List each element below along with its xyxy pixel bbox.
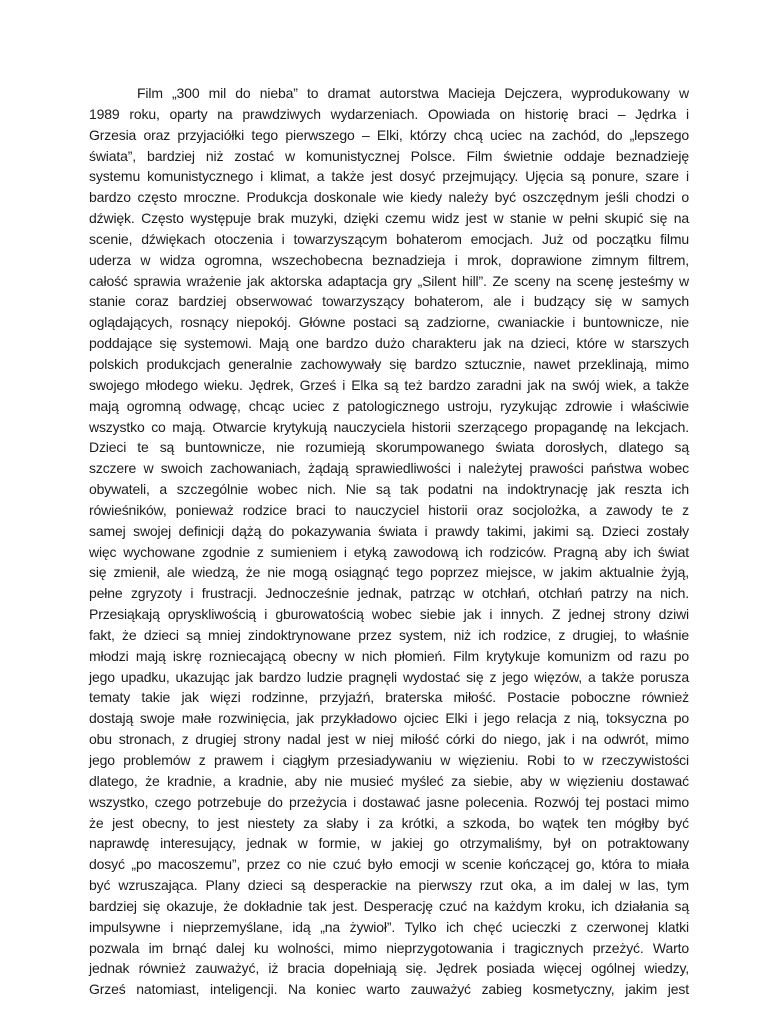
text-line: jego upadku, ukazując jak bardzo ludzie pragnęli wydostać się z jego więzów, a także porusza bbox=[89, 668, 689, 685]
text-line: Dzieci te są buntownicze, nie rozumieją skorumpowanego świata dorosłych, dlatego są bbox=[89, 439, 689, 456]
text-line: rówieśników, ponieważ rodzice braci to nauczyciel historii oraz socjolożka, a zawody te z bbox=[89, 501, 689, 518]
text-line: 1989 roku, oparty na prawdziwych wydarzeniach. Opowiada on historię braci – Jędrka i bbox=[89, 105, 689, 122]
text-line: samej swojej definicji dążą do pokazywania świata i prawdy takimi, jakimi są. Dzieci zostały bbox=[89, 522, 689, 539]
text-line: impulsywne i nieprzemyślane, idą „na żywioł”. Tylko ich chęć ucieczki z czerwonej klatki bbox=[89, 918, 689, 935]
text-line: poddające się systemowi. Mają one bardzo dużo charakteru jak na dzieci, które w starszych bbox=[89, 335, 689, 352]
text-line: systemu komunistycznego i klimat, a także jest dosyć przejmujący. Ujęcia są ponure, szare i bbox=[89, 168, 689, 185]
text-line: tematy takie jak więzi rodzinne, przyjaźń, braterska miłość. Postacie poboczne również bbox=[89, 689, 689, 706]
text-line: całość sprawia wrażenie jak aktorska adaptacja gry „Silent hill”. Ze sceny na scenę jesteśmy w bbox=[89, 272, 689, 289]
text-line: świata”, bardziej niż zostać w komunistycznej Polsce. Film świetnie oddaje beznadzieję bbox=[89, 147, 689, 164]
text-line: że jest obecny, to jest niestety za słaby i za krótki, a szkoda, bo wątek ten mógłby być bbox=[89, 814, 689, 831]
text-line: Przesiąkają opryskliwością i gburowatością wobec siebie jak i innych. Z jednej strony dziwi bbox=[89, 606, 689, 623]
text-line: więc wychowane zgodnie z sumieniem i etyką zawodową ich rodziców. Pragną aby ich świat bbox=[89, 543, 689, 560]
essay-paragraph bbox=[89, 83, 689, 1000]
text-line: być wzruszająca. Plany dzieci są desperackie na pierwszy rzut oka, a im dalej w las, tym bbox=[89, 877, 689, 894]
text-line: dostają swoje małe rozwinięcia, jak przykładowo ojciec Elki i jego relacja z nią, toksyczna po bbox=[89, 710, 689, 727]
text-line: dźwięk. Często występuje brak muzyki, dzięki czemu widz jest w stanie w pełni skupić się na bbox=[89, 210, 689, 227]
text-line: swojego młodego wieku. Jędrek, Grześ i Elka są też bardzo zaradni jak na swój wiek, a także bbox=[89, 376, 689, 393]
text-line: jednak również zauważyć, iż bracia dopełniają się. Jędrek posiada więcej ogólnej wiedzy, bbox=[89, 960, 689, 977]
text-line: dosyć „po macoszemu”, przez co nie czuć było emocji w scenie kończącej go, która to miała bbox=[89, 856, 689, 873]
text-line: stanie coraz bardziej obserwować towarzyszący bohaterom, ale i budzący się w samych bbox=[89, 293, 689, 310]
text-line: pozwala im brnąć dalej ku wolności, mimo nieprzygotowania i tragicznych przeżyć. Warto bbox=[89, 939, 689, 956]
text-line: się zmienił, ale wiedzą, że nie mogą osiągnąć tego poprzez miejsce, w jakim aktualnie żyją, bbox=[89, 564, 689, 581]
text-line: polskich produkcjach generalnie zachowywały się bardzo sztucznie, nawet przeklinają, mimo bbox=[89, 355, 689, 372]
text-line: mają ogromną odwagę, chcąc uciec z patologicznego ustroju, ryzykując zdrowie i właściwie bbox=[89, 397, 689, 414]
text-line: naprawdę interesujący, jednak w formie, w jakiej go otrzymaliśmy, był on potraktowany bbox=[89, 835, 689, 852]
text-line: pełne zgryzoty i frustracji. Jednocześnie jednak, patrząc w otchłań, otchłań patrzy na nich. bbox=[89, 585, 689, 602]
text-line: szczere w swoich zachowaniach, żądają sprawiedliwości i należytej prawości państwa wobec bbox=[89, 460, 689, 477]
text-line: bardziej się okazuje, że dokładnie tak jest. Desperację czuć na każdym kroku, ich działania są bbox=[89, 897, 689, 914]
text-line: oglądających, rosnący niepokój. Główne postaci są zadziorne, cwaniackie i buntownicze, nie bbox=[89, 314, 689, 331]
text-line: Film „300 mil do nieba” to dramat autorstwa Macieja Dejczera, wyprodukowany w bbox=[137, 85, 689, 101]
text-line: jego problemów z prawem i ciągłym przesiadywaniu w więzieniu. Robi to w rzeczywistości bbox=[89, 752, 689, 768]
text-line: dlatego, że kradnie, a kradnie, aby nie musieć myśleć za siebie, aby w więzieniu dostawać bbox=[89, 772, 689, 789]
text-line: bardzo często mroczne. Produkcja doskonale wie kiedy należy być oszczędnym jeśli chodzi o bbox=[89, 189, 689, 206]
text-line: obywateli, a szczególnie wobec nich. Nie są tak podatni na indoktrynację jak reszta ich bbox=[89, 481, 689, 498]
text-line: młodzi mają iskrę rozniecającą obecny w nich płomień. Film krytykuje komunizm od razu po bbox=[89, 647, 689, 664]
text-line: wszystko, czego potrzebuje do przeżycia i dostawać jasne polecenia. Rozwój tej postaci mimo bbox=[89, 793, 689, 810]
text-line: scenie, dźwiękach otoczenia i towarzyszącym bohaterom emocjach. Już od początku filmu bbox=[89, 230, 689, 247]
text-line: obu stronach, z drugiej strony nadal jest w niej miłość córki do niego, jak i na odwrót, mimo bbox=[89, 731, 689, 748]
text-line: Grzesia oraz przyjaciółki tego pierwszego – Elki, którzy chcą uciec na zachód, do „lepszego bbox=[89, 126, 689, 143]
text-line: fakt, że dzieci są mniej zindoktrynowane przez system, niż ich rodzice, z drugiej, to właśnie bbox=[89, 626, 689, 643]
text-line: uderza w widza ogromna, wszechobecna beznadzieja i mrok, doprawione zimnym filtrem, bbox=[89, 251, 689, 268]
text-line: Grześ natomiast, inteligencji. Na koniec warto zauważyć zabieg kosmetyczny, jakim jest bbox=[89, 981, 689, 998]
text-line: wszystko co mają. Otwarcie krytykują nauczyciela historii szerzącego propagandę na lekcjach. bbox=[89, 418, 689, 435]
